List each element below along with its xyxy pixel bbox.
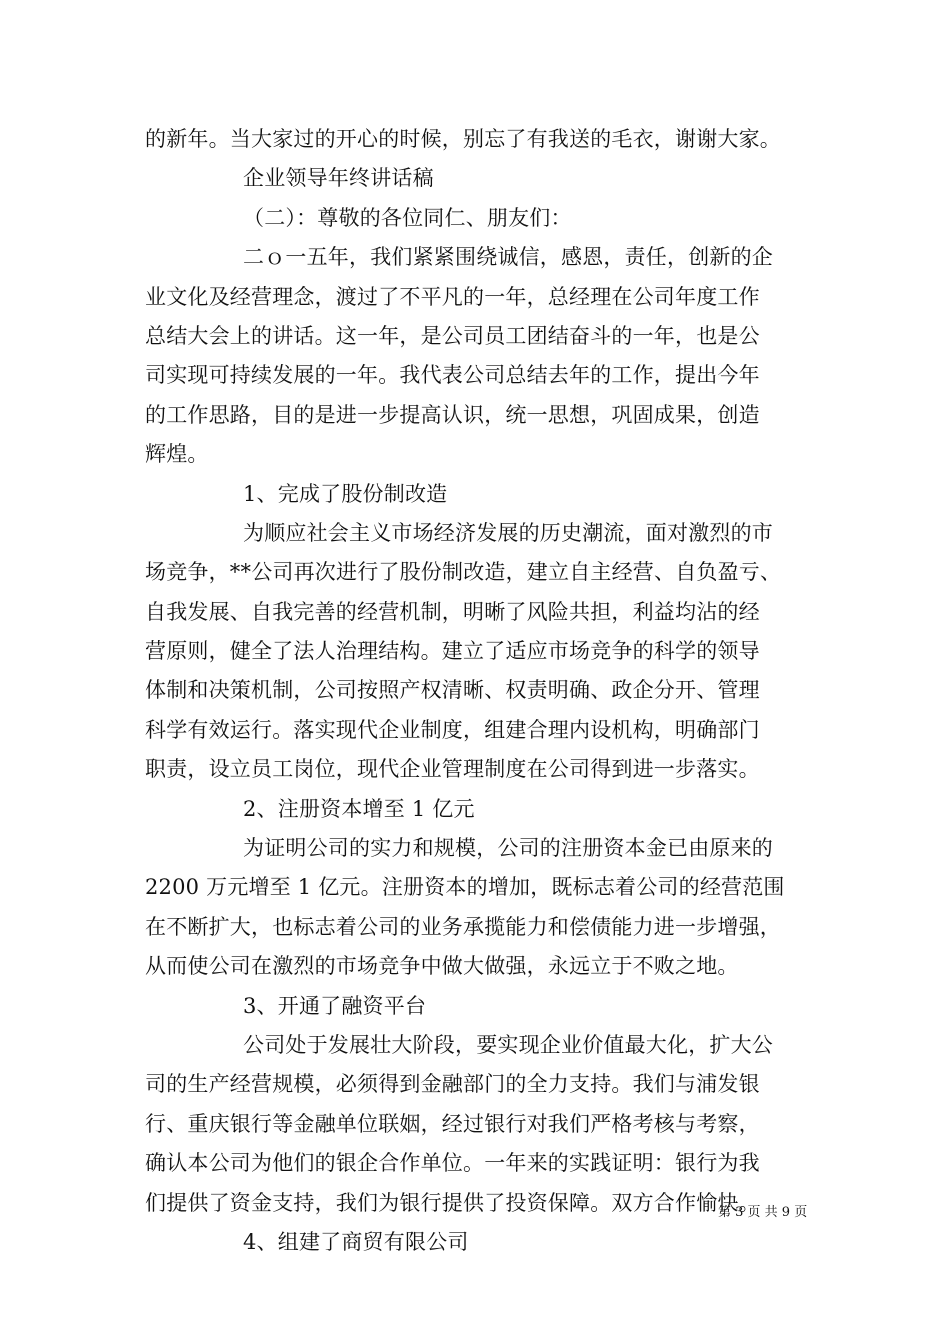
text-line: 业文化及经营理念，渡过了不平凡的一年，总经理在公司年度工作 [145,284,760,309]
text-line: 为顺应社会主义市场经济发展的历史潮流，面对激烈的市 [243,520,773,545]
text-line: （二）：尊敬的各位同仁、朋友们： [243,205,572,230]
text-line: 辉煌。 [145,442,209,467]
text-line: 司实现可持续发展的一年。我代表公司总结去年的工作，提出今年 [145,363,760,388]
text-line: 的工作思路，目的是进一步提高认识，统一思想，巩固成果，创造 [145,402,760,427]
text-line: 科学有效运行。落实现代企业制度，组建合理内设机构，明确部门 [145,717,760,742]
text-line: 营原则，健全了法人治理结构。建立了适应市场竞争的科学的领导 [145,639,760,664]
text-line: 4、组建了商贸有限公司 [243,1229,469,1254]
text-line: 司的生产经营规模，必须得到金融部门的全力支持。我们与浦发银 [145,1072,760,1097]
text-line: 体制和决策机制，公司按照产权清晰、权责明确、政企分开、管理 [145,678,760,703]
page-number-footer: 第 3 页 共 9 页 [718,1205,808,1220]
text-line: 的新年。当大家过的开心的时候，别忘了有我送的毛衣，谢谢大家。 [145,127,781,151]
text-line: 1、完成了股份制改造 [243,481,448,506]
document-body [145,120,820,1262]
text-line: 自我发展、自我完善的经营机制，明晰了风险共担，利益均沾的经 [145,599,760,624]
text-line: 二ｏ一五年，我们紧紧围绕诚信，感恩，责任，创新的企 [243,245,773,270]
text-line: 职责，设立员工岗位，现代企业管理制度在公司得到进一步落实。 [145,757,760,782]
text-line: 们提供了资金支持，我们为银行提供了投资保障。双方合作愉快。 [145,1190,760,1215]
text-line: 3、开通了融资平台 [243,993,427,1018]
text-line: 为证明公司的实力和规模，公司的注册资本金已由原来的 [243,836,773,861]
text-line: 公司处于发展壮大阶段，要实现企业价值最大化，扩大公 [243,1032,773,1057]
text-line: 2200 万元增至 1 亿元。注册资本的增加，既标志着公司的经营范围 [145,875,785,900]
text-line: 2、注册资本增至 1 亿元 [243,796,475,821]
text-line: 行、重庆银行等金融单位联姻，经过银行对我们严格考核与考察， [145,1111,760,1136]
text-line: 企业领导年终讲话稿 [243,166,434,191]
text-line: 场竞争，**公司再次进行了股份制改造，建立自主经营、自负盈亏、 [145,560,782,585]
text-line: 确认本公司为他们的银企合作单位。一年来的实践证明：银行为我 [145,1151,760,1176]
text-line: 在不断扩大，也标志着公司的业务承揽能力和偿债能力进一步增强， [145,914,781,939]
text-line: 从而使公司在激烈的市场竞争中做大做强，永远立于不败之地。 [145,954,739,979]
text-line: 总结大会上的讲话。这一年，是公司员工团结奋斗的一年，也是公 [145,323,760,348]
